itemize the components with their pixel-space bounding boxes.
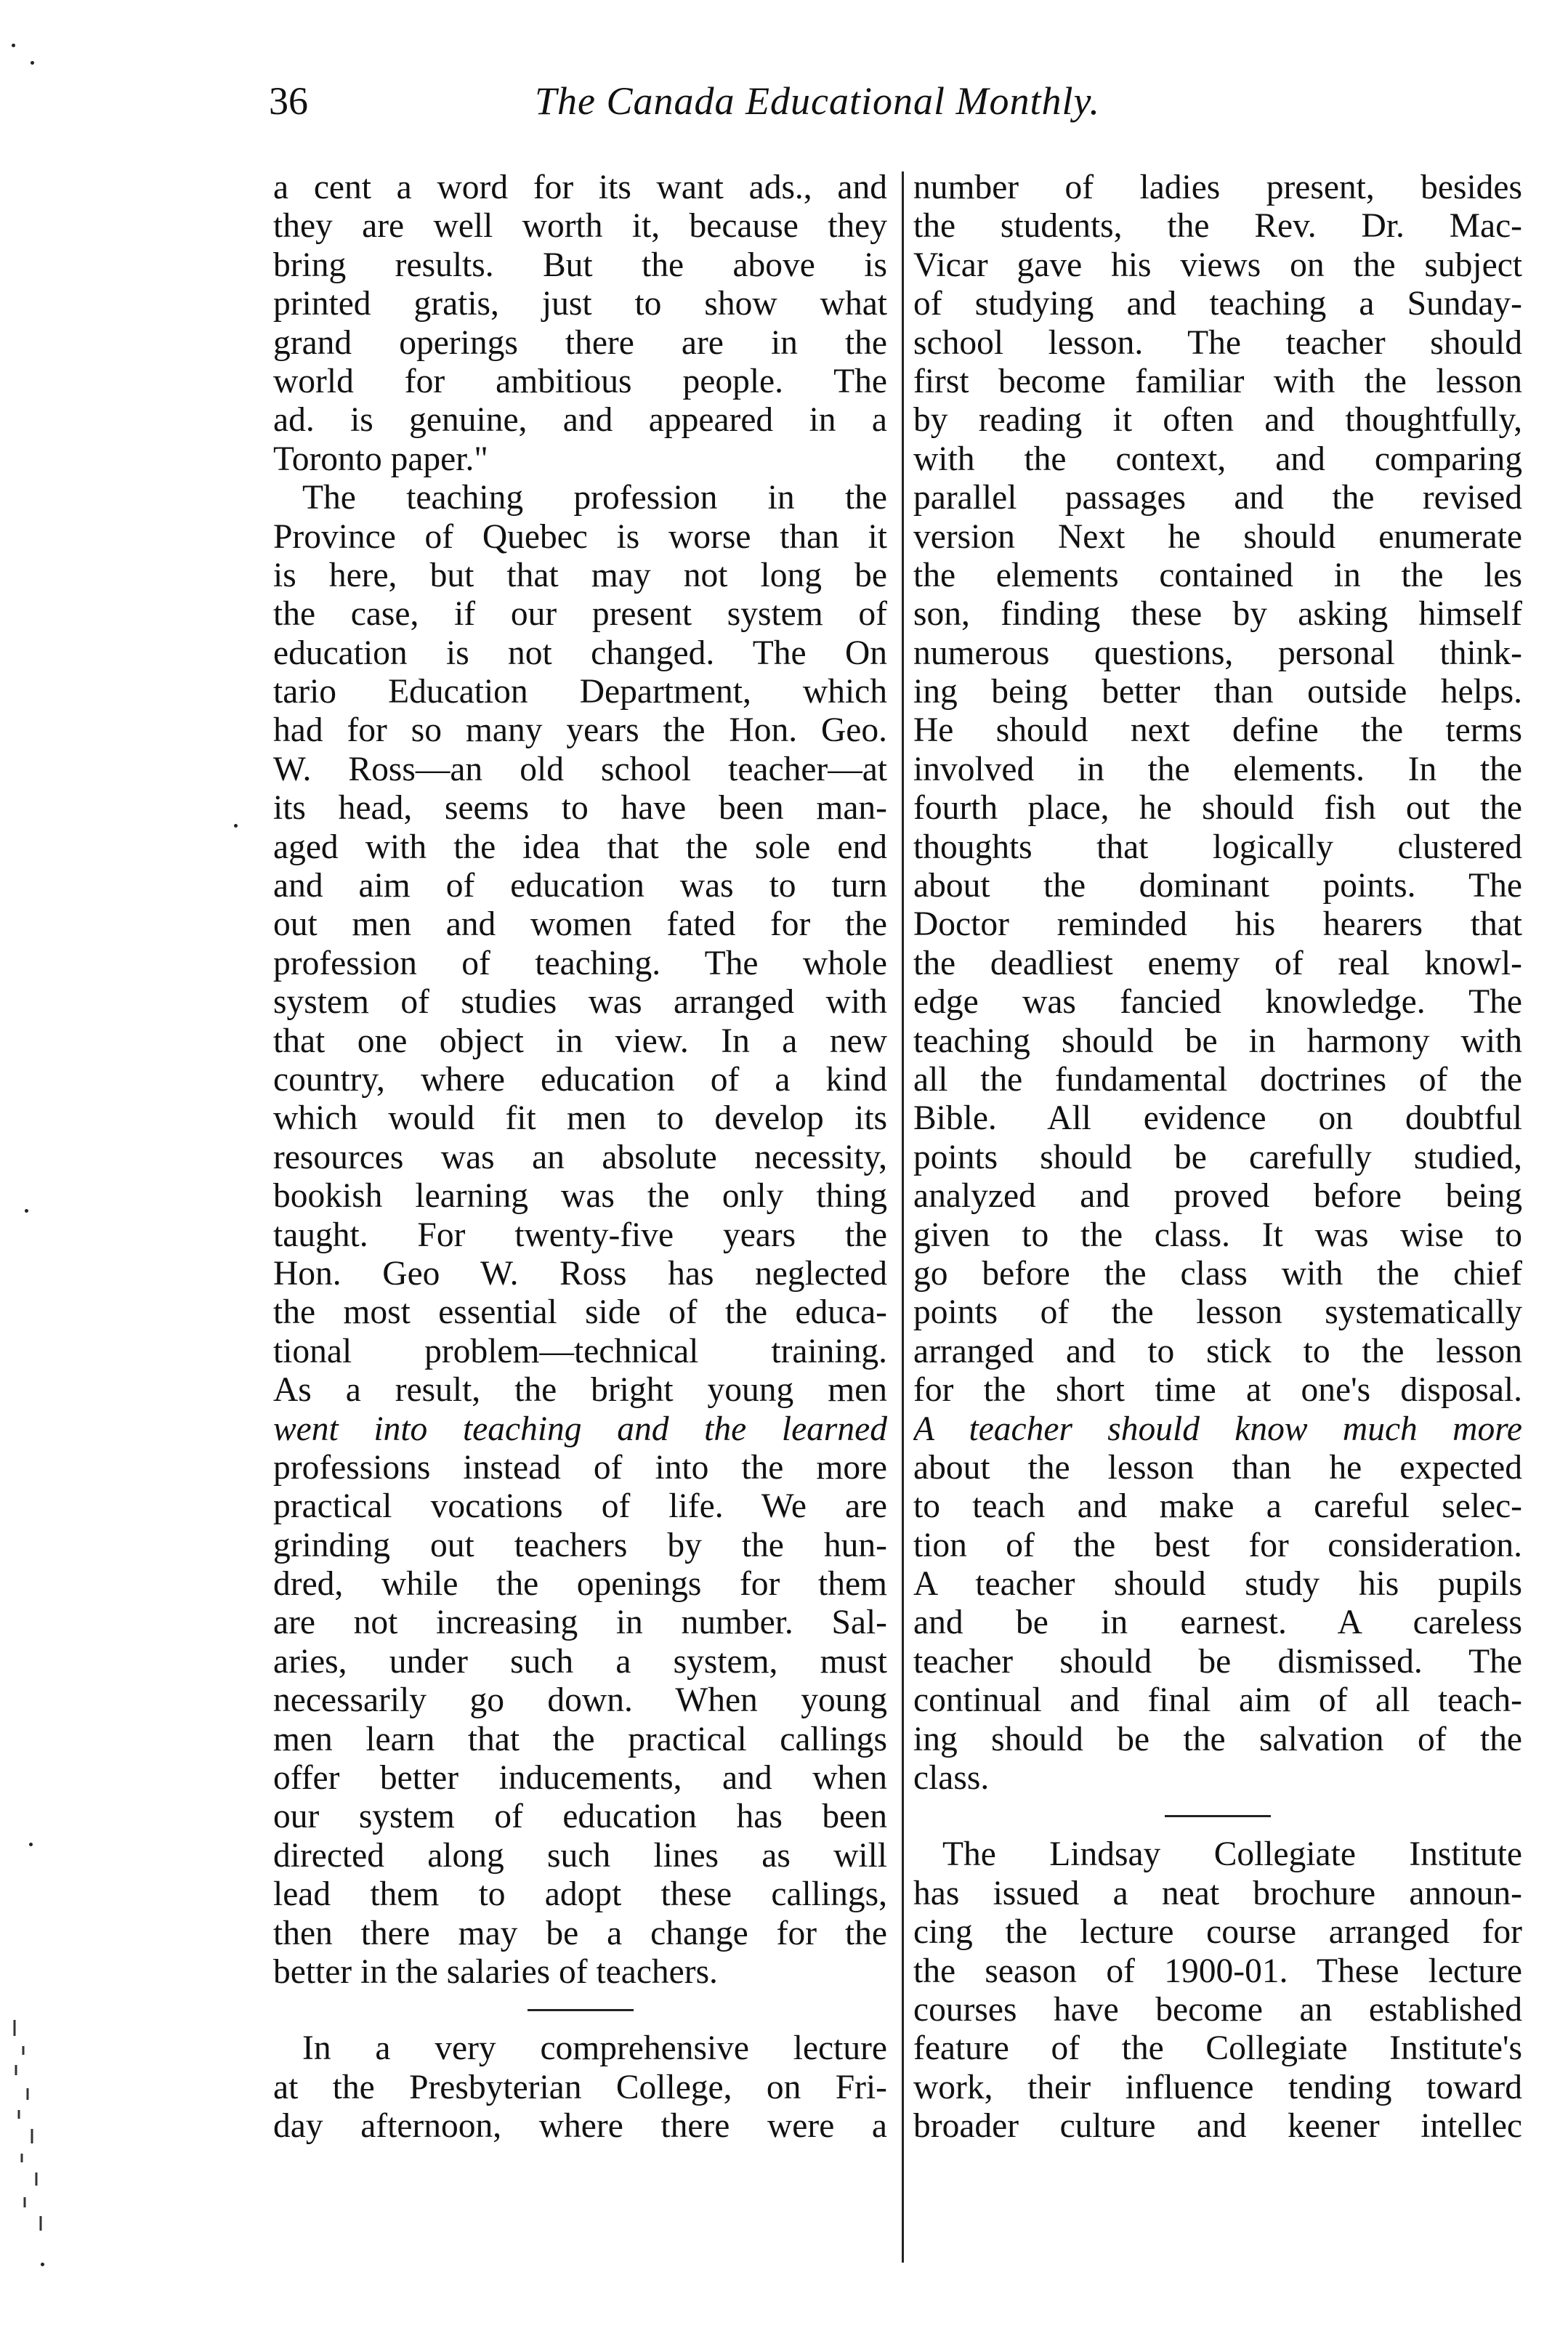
left-line: professions instead of into the more [273,1448,887,1487]
right-line: work, their influence tending toward [913,2068,1522,2106]
left-line: system of studies was arranged with [273,983,887,1022]
left-line: necessarily go down. When young [273,1681,887,1720]
right-line: to teach and make a careful selec- [913,1487,1522,1526]
left-line: offer better inducements, and when [273,1759,887,1798]
left-line: tario Education Department, which [273,673,887,711]
section-divider [528,2009,634,2011]
right-line: has issued a neat brochure announ- [913,1874,1522,1912]
right-line: thoughts that logically clustered [913,828,1522,866]
right-line: ing should be the salvation of the [913,1720,1522,1758]
left-line: out men and women fated for the [273,905,887,944]
right-line: numerous questions, personal think- [913,634,1522,672]
left-line: the most essential side of the educa- [273,1293,887,1332]
left-line: better in the salaries of teachers. [273,1952,718,1991]
left-line: ad. is genuine, and appeared in a [273,401,887,440]
left-line: aries, under such a system, must [273,1642,887,1681]
right-line: continual and final aim of all teach- [913,1681,1522,1720]
right-line: for the short time at one's disposal. [913,1371,1522,1410]
left-line: grand operings there are in the [273,323,887,362]
scan-speck [41,2263,44,2266]
right-line: ing being better than outside helps. [913,673,1522,711]
left-line: lead them to adopt these callings, [273,1875,887,1914]
right-line: tion of the best for consideration. [913,1526,1522,1564]
right-line: parallel passages and the revised [913,479,1522,517]
right-line: points of the lesson systematically [913,1293,1522,1332]
right-line: of studying and teaching a Sunday- [913,285,1522,323]
right-line: edge was fancied knowledge. The [913,983,1522,1022]
left-line: profession of teaching. The whole [273,944,887,982]
right-line: Doctor reminded his hearers that [913,905,1522,944]
right-line: number of ladies present, besides [913,169,1522,206]
left-line: are not increasing in number. Sal- [273,1604,887,1642]
left-line: men learn that the practical callings [273,1720,887,1758]
right-line: He should next define the terms [913,711,1522,750]
right-line: Vicar gave his views on the subject [913,246,1522,284]
right-line: A teacher should study his pupils [913,1565,1522,1604]
right-line: about the lesson than he expected [913,1448,1522,1487]
left-line: aged with the idea that the sole end [273,828,887,866]
left-line: a cent a word for its want ads., and [273,169,887,206]
right-line: with the context, and comparing [913,440,1522,478]
left-line: its head, seems to have been man- [273,789,887,828]
left-line: bookish learning was the only thing [273,1177,887,1216]
left-line: The teaching profession in the [302,479,887,517]
left-line: In a very comprehensive lecture [302,2029,887,2068]
right-line: the season of 1900-01. These lecture [913,1952,1522,1990]
left-line: practical vocations of life. We are [273,1487,887,1526]
left-line: taught. For twenty-five years the [273,1216,887,1254]
right-line: cing the lecture course arranged for [913,1913,1522,1952]
left-line: W. Ross—an old school teacher—at [273,750,887,788]
left-line: printed gratis, just to show what [273,285,887,323]
scan-edge-marks [9,2020,60,2238]
left-line: directed along such lines as will [273,1836,887,1875]
right-line: courses have become an established [913,1990,1522,2029]
left-line: Toronto paper." [273,440,488,478]
section-divider [1165,1815,1271,1817]
right-line: Bible. All evidence on doubtful [913,1099,1522,1138]
right-line: analyzed and proved before being [913,1177,1522,1216]
right-line: son, finding these by asking himself [913,595,1522,634]
right-line: the deadliest enemy of real knowl- [913,944,1522,982]
right-line: involved in the elements. In the [913,750,1522,788]
right-line: all the fundamental doctrines of the [913,1060,1522,1099]
left-line: dred, while the openings for them [273,1565,887,1604]
right-line: version Next he should enumerate [913,517,1522,556]
right-line: The Lindsay Collegiate Institute [942,1835,1522,1874]
right-line: teaching should be in harmony with [913,1022,1522,1060]
right-line: the elements contained in the les [913,556,1522,594]
left-line: the case, if our present system of [273,595,887,634]
scan-speck [12,44,15,47]
right-line: teacher should be dismissed. The [913,1642,1522,1681]
left-line: they are well worth it, because they [273,207,887,246]
left-line: that one object in view. In a new [273,1022,887,1060]
right-line: points should be carefully studied, [913,1138,1522,1176]
left-line: had for so many years the Hon. Geo. [273,711,887,750]
right-line: by reading it often and thoughtfully, [913,401,1522,440]
right-line: feature of the Collegiate Institute's [913,2029,1522,2068]
right-line: arranged and to stick to the lesson [913,1332,1522,1370]
running-head [269,76,1246,126]
left-line: which would fit men to develop its [273,1099,887,1138]
right-line: class. [913,1759,990,1798]
right-line: go before the class with the chief [913,1254,1522,1293]
right-column [913,169,1522,2146]
scan-speck [29,1843,33,1846]
right-line: broader culture and keener intellec [913,2107,1522,2146]
left-column [273,169,887,2146]
left-line: at the Presbyterian College, on Fri- [273,2068,887,2106]
right-line: A teacher should know much more [913,1410,1522,1448]
left-line: resources was an absolute necessity, [273,1138,887,1176]
left-line: As a result, the bright young men [273,1371,887,1410]
journal-title: The Canada Educational Monthly. [535,79,1100,123]
left-line: and aim of education was to turn [273,867,887,905]
left-line: Hon. Geo W. Ross has neglected [273,1254,887,1293]
left-line: bring results. But the above is [273,246,887,284]
right-line: and be in earnest. A careless [913,1604,1522,1642]
scan-speck [31,61,34,65]
right-line: fourth place, he should fish out the [913,789,1522,828]
left-line: day afternoon, where there were a [273,2107,887,2146]
page-number: 36 [269,79,308,123]
left-line: tional problem—technical training. [273,1332,887,1370]
left-line: our system of education has been [273,1798,887,1836]
left-line: country, where education of a kind [273,1060,887,1099]
scan-speck [25,1209,28,1213]
left-line: is here, but that may not long be [273,556,887,594]
left-line: then there may be a change for the [273,1914,887,1952]
right-line: about the dominant points. The [913,867,1522,905]
left-line: world for ambitious people. The [273,362,887,400]
right-line: school lesson. The teacher should [913,323,1522,362]
left-line: education is not changed. The On [273,634,887,672]
left-line: Province of Quebec is worse than it [273,517,887,556]
right-line: first become familiar with the lesson [913,362,1522,400]
right-line: given to the class. It was wise to [913,1216,1522,1254]
scan-speck [234,824,238,828]
left-line: grinding out teachers by the hun- [273,1526,887,1564]
left-line: went into teaching and the learned [273,1410,887,1448]
column-divider [902,171,904,2263]
right-line: the students, the Rev. Dr. Mac- [913,207,1522,246]
